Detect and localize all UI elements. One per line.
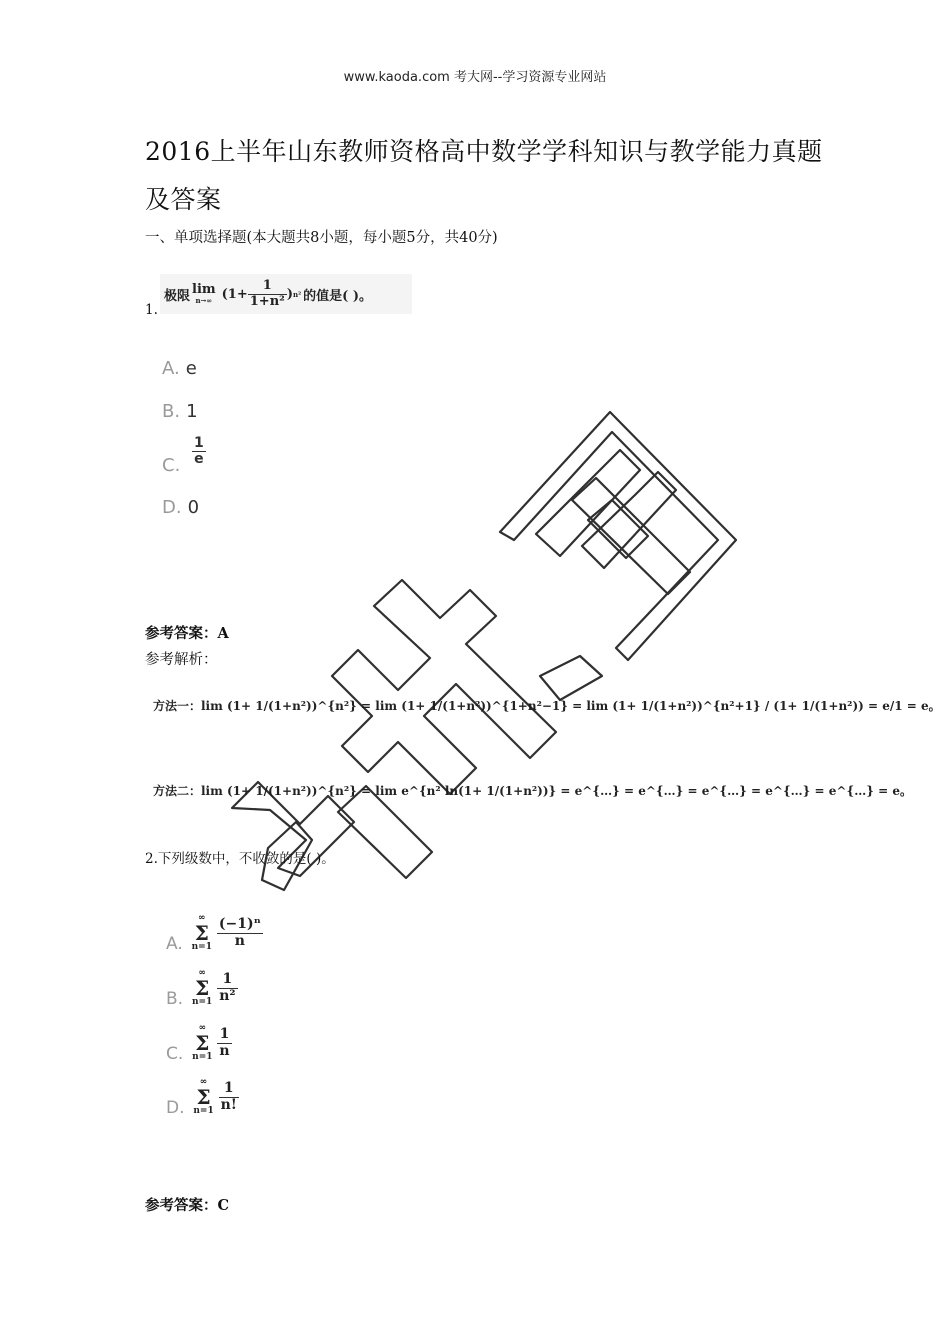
question-2-option-d: D. ∞ Σ n=1 $\frac{1}{n!}$ — [166, 1077, 237, 1118]
question-2-option-a: A. ∞ Σ n=1 $\frac{\text{(−1)ⁿ}}{n}$ — [166, 913, 261, 954]
section-heading: 一、单项选择题(本大题共8小题，每小题5分，共40分) — [145, 230, 498, 246]
question-1-option-b: B. 1 — [162, 401, 198, 422]
question-1-number: 1. — [145, 302, 158, 318]
question-1-option-a: A. e — [162, 358, 197, 379]
question-1-stem: 极限 lim n→∞ (1+ $\frac{1}{\text{1+n²}}$ ) n² 的值是( )。 — [160, 274, 412, 314]
question-1-method-2: 方法二：lim (1+ 1/(1+n²))^{n²} = lim e^{n² ln(1+ 1/(1+n²))} = e^{…} = e^{…} = e^{…} = e^{…} = e^{…} = e。 — [153, 784, 912, 798]
question-1-option-c: C. $\frac{1}{e}$ — [162, 435, 204, 476]
question-2-option-c: C. ∞ Σ n=1 $\frac{1}{n}$ — [166, 1023, 230, 1064]
document-title: 2016上半年山东教师资格高中数学学科知识与教学能力真题及答案 — [145, 137, 823, 214]
question-2-answer: 参考答案：C — [145, 1197, 230, 1214]
question-1-answer: 参考答案：A — [145, 625, 229, 642]
question-1-analysis-label: 参考解析： — [145, 652, 218, 668]
site-header: www.kaoda.com 考大网--学习资源专业网站 — [343, 70, 607, 85]
question-2-stem: 2.下列级数中，不收敛的是( )。 — [145, 851, 335, 867]
question-1-method-1: 方法一：lim (1+ 1/(1+n²))^{n²} = lim (1+ 1/(1+n²))^{1+n²−1} = lim (1+ 1/(1+n²))^{n²+1} / (1+ 1/(1+n²)) = e/1 = e。 — [153, 699, 941, 713]
question-1-option-d: D. 0 — [162, 497, 200, 518]
question-2-option-b: B. ∞ Σ n=1 $\frac{1}{\text{n²}}$ — [166, 968, 236, 1009]
